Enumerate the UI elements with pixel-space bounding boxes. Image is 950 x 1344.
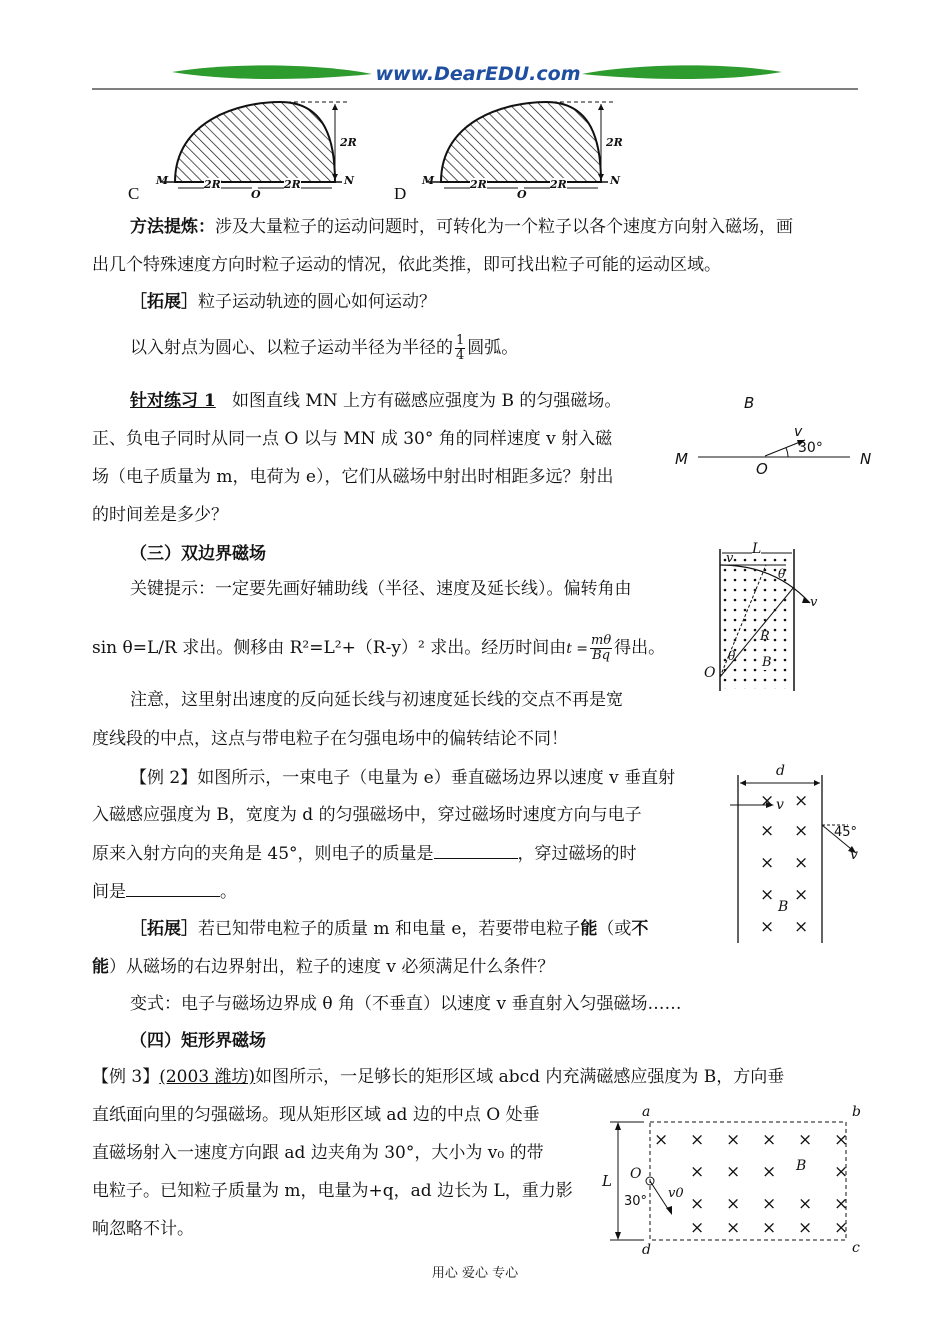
cross-mark: × [794, 821, 809, 841]
label-n: N [344, 174, 355, 187]
figure-c [120, 100, 380, 203]
label-c: C [128, 184, 140, 203]
label-theta-top: θ [778, 567, 786, 581]
example-3-source: (2003 潍坊) [159, 1067, 256, 1087]
practice-1-title: 针对练习 1 [130, 391, 216, 411]
cross-mark: × [798, 1194, 813, 1214]
rectangle-field-figure [600, 1100, 880, 1260]
section-3-line-1: 关键提示：一定要先画好辅助线（半径、速度及延长线）。偏转角由 [130, 579, 632, 599]
section-3-line-4: 度线段的中点，这点与带电粒子在匀强电场中的偏转结论不同！ [92, 729, 568, 749]
hatched-region [175, 102, 335, 182]
label-d: d [642, 1242, 651, 1258]
cross-mark: × [794, 885, 809, 905]
example-2-line-4: 间是 。 [92, 882, 237, 902]
cross-mark: × [794, 853, 809, 873]
cross-mark: × [690, 1194, 705, 1214]
method-line-1: 方法提炼：涉及大量粒子的运动问题时，可转化为一个粒子以各个速度方向射入磁场，画 [130, 217, 793, 237]
cross-mark: × [690, 1218, 705, 1238]
label-2r-right: 2R [284, 178, 301, 191]
method-title: 方法提炼： [130, 217, 215, 237]
cross-mark: × [726, 1194, 741, 1214]
label-theta-bottom: θ [728, 649, 736, 663]
practice-1-line-1: 针对练习 1 如图直线 MN 上方有磁感应强度为 B 的匀强磁场。 [130, 391, 622, 411]
method-line-2: 出几个特殊速度方向时粒子运动的情况，依此类推，即可找出粒子可能的运动区域。 [92, 255, 721, 275]
label-l: L [602, 1172, 612, 1190]
label-o: O [630, 1166, 642, 1182]
time-answer-blank[interactable] [126, 880, 220, 897]
label-d: d [776, 763, 785, 779]
label-angle: 30° [624, 1194, 648, 1209]
double-boundary-figure [700, 541, 830, 695]
cross-mark: × [690, 1130, 705, 1150]
cross-mark: × [760, 791, 775, 811]
section-3-line-2: sin θ=L/R 求出。侧移由 R²=L²+（R-y）² 求出。经历时间由t = $\frac{m\theta}{Bq}$ 得出。 [92, 633, 666, 663]
site-logo-text: www.DearEDU.com [375, 63, 581, 85]
cross-mark: × [794, 917, 809, 937]
left-leaf-icon [172, 65, 372, 79]
example-2-line-2: 入磁感应强度为 B，宽度为 d 的匀强磁场中，穿过磁场时速度方向与电子 [92, 805, 642, 825]
section-3-title: （三）双边界磁场 [130, 544, 266, 564]
example-3-line-5: 响忽略不计。 [92, 1219, 194, 1239]
label-b: B [744, 394, 755, 412]
practice-1-figure [670, 390, 880, 480]
cross-mark: × [834, 1194, 849, 1214]
dotted-field-diagram [700, 545, 830, 695]
label-v-in: v [776, 797, 784, 813]
cross-mark: × [762, 1194, 777, 1214]
example-3-line-4: 电粒子。已知粒子质量为 m，电量为+q，ad 边长为 L，重力影 [92, 1181, 573, 1201]
practice-1-line-2: 正、负电子同时从同一点 O 以与 MN 成 30° 角的同样速度 v 射入磁 [92, 429, 613, 449]
cross-mark: × [762, 1218, 777, 1238]
label-m: M [675, 450, 688, 468]
page-header [92, 60, 858, 92]
label-o: O [517, 188, 527, 201]
mass-answer-blank[interactable] [434, 842, 518, 859]
cross-mark: × [834, 1162, 849, 1182]
label-n: N [860, 450, 872, 468]
example-2-line-3: 原来入射方向的夹角是 45°，则电子的质量是 ，穿过磁场的时 [92, 844, 637, 864]
time-fraction: $\frac{m\theta}{Bq}$ [591, 633, 612, 663]
extension-tag: ［拓展］ [130, 292, 198, 312]
cross-mark: × [760, 917, 775, 937]
label-big-b: B [796, 1158, 807, 1174]
label-l: L [752, 541, 762, 557]
cross-mark: × [834, 1130, 849, 1150]
cross-mark: × [798, 1130, 813, 1150]
label-c: c [852, 1240, 860, 1256]
example-3-line-2: 直纸面向里的匀强磁场。现从矩形区域 ad 边的中点 O 处垂 [92, 1105, 540, 1125]
section-3-line-3: 注意，这里射出速度的反向延长线与初速度延长线的交点不再是宽 [130, 690, 623, 710]
label-2r-left: 2R [470, 178, 487, 191]
cross-mark: × [798, 1218, 813, 1238]
right-leaf-icon [582, 65, 782, 79]
practice-1-line-3: 场（电子质量为 m，电荷为 e），它们从磁场中射出时相距多远？射出 [92, 467, 614, 487]
page-footer: 用心 爱心 专心 [431, 1266, 519, 1281]
label-m: M [422, 174, 435, 187]
example-2-tag: 【例 2】 [130, 768, 198, 788]
label-v: v [794, 424, 803, 440]
cross-mark: × [690, 1162, 705, 1182]
label-o: O [251, 188, 261, 201]
label-b-corner: b [852, 1104, 861, 1120]
cross-mark: × [834, 1218, 849, 1238]
extension-2-line-2: 能）从磁场的右边界射出，粒子的速度 v 必须满足什么条件？ [92, 957, 555, 977]
section-4-title: （四）矩形界磁场 [130, 1031, 266, 1051]
cross-mark: × [654, 1130, 669, 1150]
example-2-line-1: 【例 2】如图所示，一束电子（电量为 e）垂直磁场边界以速度 v 垂直射 [130, 768, 676, 788]
label-n: N [610, 174, 621, 187]
label-v-out: v [850, 847, 858, 863]
variant-line: 变式：电子与磁场边界成 θ 角（不垂直）以速度 v 垂直射入匀强磁场…… [130, 994, 682, 1014]
label-a: a [642, 1104, 651, 1120]
label-r: R [760, 629, 770, 644]
cross-mark: × [760, 853, 775, 873]
label-m: M [156, 174, 169, 187]
cross-mark: × [726, 1162, 741, 1182]
label-2r-left: 2R [204, 178, 221, 191]
example-2-figure [730, 765, 880, 945]
example-3-line-1: 【例 3】(2003 潍坊)如图所示，一足够长的矩形区域 abcd 内充满磁感应强度为 B，方向垂 [92, 1067, 785, 1087]
label-v0: v0 [668, 1186, 684, 1201]
cross-mark: × [726, 1130, 741, 1150]
label-d: D [394, 184, 407, 203]
quarter-fraction: $\frac{1}{4}$ [456, 333, 465, 363]
label-v-in: v [726, 551, 734, 566]
extension-1-question: ［拓展］粒子运动轨迹的圆心如何运动？ [130, 292, 436, 312]
cross-mark: × [760, 821, 775, 841]
cross-mark: × [762, 1130, 777, 1150]
label-b: B [762, 655, 772, 670]
label-2r-height: 2R [606, 136, 623, 149]
label-2r-height: 2R [340, 136, 357, 149]
figure-d [386, 100, 646, 203]
cross-mark: × [726, 1218, 741, 1238]
practice-1-line-4: 的时间差是多少？ [92, 505, 228, 525]
cross-mark: × [794, 791, 809, 811]
example-3-tag: 【例 3】 [92, 1067, 160, 1087]
cross-mark: × [762, 1162, 777, 1182]
label-angle: 45° [834, 825, 858, 840]
extension-1-answer: 以入射点为圆心、以粒子运动半径为半径的 $\frac{1}{4}$ 圆弧。 [130, 333, 519, 363]
label-b: B [778, 899, 789, 915]
label-angle: 30° [798, 440, 823, 456]
label-o: O [704, 665, 716, 681]
cross-mark: × [760, 885, 775, 905]
extension-2-line-1: ［拓展］若已知带电粒子的质量 m 和电量 e，若要带电粒子能（或不 [130, 919, 649, 939]
label-v-out: v [810, 595, 818, 610]
mn-line-diagram [670, 390, 880, 480]
label-2r-right: 2R [550, 178, 567, 191]
hatched-region [441, 102, 601, 182]
label-o: O [756, 460, 768, 478]
extension-tag: ［拓展］ [130, 919, 198, 939]
example-3-line-3: 直磁场射入一速度方向跟 ad 边夹角为 30°，大小为 v₀ 的带 [92, 1143, 544, 1163]
